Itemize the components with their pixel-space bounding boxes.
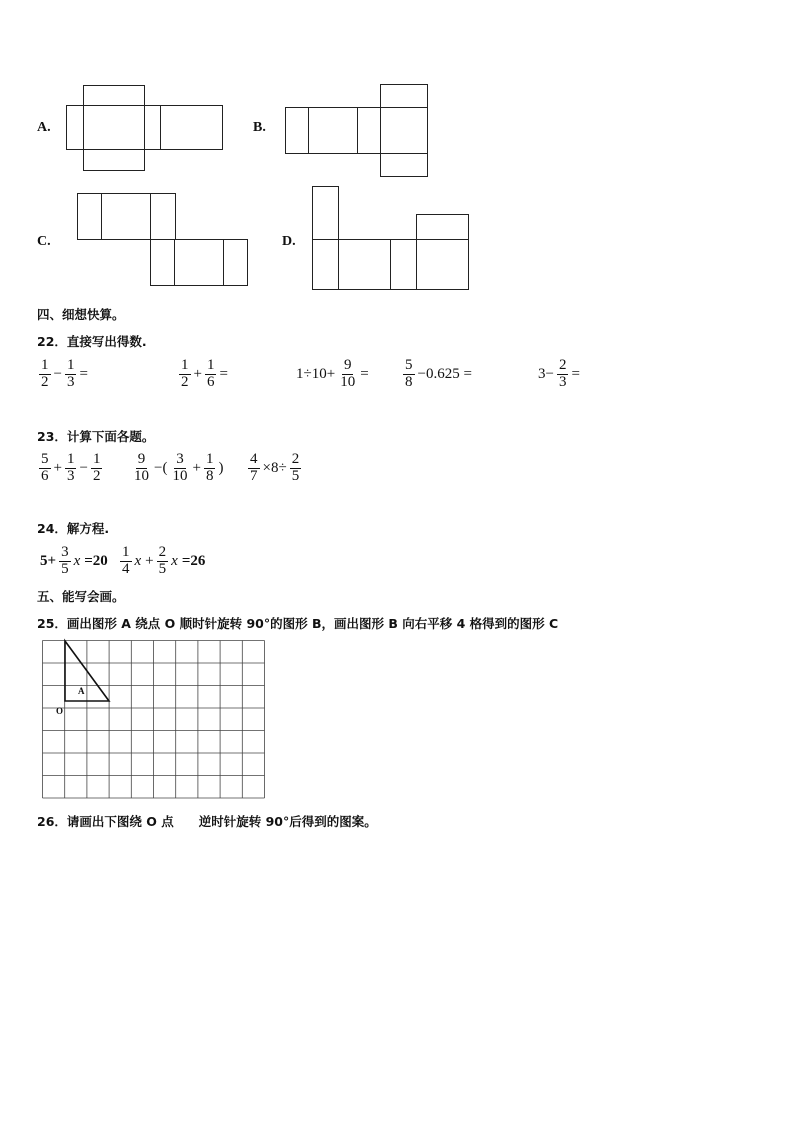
question-22-title: 22．直接写出得数. xyxy=(37,334,147,349)
numerator: 1 xyxy=(41,357,49,373)
denominator: 5 xyxy=(158,560,167,577)
denominator: 10 xyxy=(340,373,356,390)
shape-a-label: A xyxy=(78,686,85,696)
section-5-title: 五、能写会画。 xyxy=(37,589,125,604)
expression-text: − xyxy=(53,365,62,382)
fraction xyxy=(91,452,103,485)
denominator: 2 xyxy=(92,467,101,484)
numerator: 3 xyxy=(176,451,184,467)
expression-text: + xyxy=(53,459,62,476)
drawing-grid xyxy=(42,640,268,800)
fraction xyxy=(39,452,51,485)
denominator: 5 xyxy=(291,467,300,484)
expression-text: ×8÷ xyxy=(262,459,287,476)
numerator: 1 xyxy=(66,451,75,467)
numerator: 1 xyxy=(92,451,101,467)
denominator: 8 xyxy=(405,373,413,390)
expression-text: =20 xyxy=(84,552,108,569)
q23-item-3 xyxy=(247,452,302,485)
expression-text: −0.625 = xyxy=(417,365,472,382)
expression-text: = xyxy=(79,365,88,382)
point-o-label: O xyxy=(56,706,64,716)
numerator: 1 xyxy=(122,544,130,560)
option-c-label: C. xyxy=(37,234,51,249)
expression-text: x xyxy=(134,552,142,569)
fraction xyxy=(170,452,189,485)
expression-text: −( xyxy=(154,459,168,476)
numerator: 2 xyxy=(291,451,300,467)
numerator: 2 xyxy=(158,544,167,560)
question-26-title: 26．请画出下图绕 O 点 逆时针旋转 90°后得到的图案。 xyxy=(37,814,377,829)
q23-item-1 xyxy=(38,452,103,485)
numerator: 1 xyxy=(66,357,75,373)
question-23-title: 23．计算下面各题。 xyxy=(37,429,155,444)
q22-item-2 xyxy=(178,358,230,391)
fraction xyxy=(39,358,51,391)
denominator: 6 xyxy=(41,467,49,484)
fraction xyxy=(65,358,77,391)
fraction xyxy=(59,545,71,578)
denominator: 2 xyxy=(181,373,189,390)
fraction xyxy=(403,358,415,391)
expression-text: − xyxy=(79,459,88,476)
fraction xyxy=(557,358,569,391)
fraction xyxy=(65,452,77,485)
fraction xyxy=(205,358,217,391)
fraction xyxy=(204,452,216,485)
option-d-label: D. xyxy=(282,234,296,249)
denominator: 7 xyxy=(250,467,258,484)
cube-net-d xyxy=(312,186,472,292)
q24-item-2 xyxy=(119,545,207,578)
expression-text: + xyxy=(145,552,154,569)
numerator: 3 xyxy=(61,544,69,560)
numerator: 9 xyxy=(343,357,352,373)
fraction xyxy=(338,358,357,391)
expression-text: 1÷10+ xyxy=(296,365,336,382)
fraction xyxy=(157,545,169,578)
numerator: 2 xyxy=(558,357,567,373)
numerator: 1 xyxy=(206,357,215,373)
fraction xyxy=(248,452,260,485)
option-a-label: A. xyxy=(37,120,51,135)
q22-item-1 xyxy=(38,358,90,391)
q22-item-4 xyxy=(402,358,474,391)
grid-lines xyxy=(43,641,265,799)
denominator: 6 xyxy=(206,373,215,390)
expression-text: =26 xyxy=(181,552,206,569)
q24-item-1 xyxy=(38,545,110,578)
question-24-title: 24．解方程. xyxy=(37,521,110,536)
fraction xyxy=(290,452,302,485)
cube-net-c xyxy=(77,193,251,289)
expression-text: 3− xyxy=(538,365,554,382)
numerator: 9 xyxy=(137,451,146,467)
expression-text: x xyxy=(171,552,178,569)
option-b-label: B. xyxy=(253,120,266,135)
denominator: 5 xyxy=(61,560,69,577)
denominator: 8 xyxy=(205,467,214,484)
numerator: 1 xyxy=(205,451,214,467)
expression-text: ) xyxy=(218,459,224,476)
expression-text: = xyxy=(571,365,580,382)
expression-text: = xyxy=(360,365,369,382)
denominator: 3 xyxy=(66,467,75,484)
denominator: 10 xyxy=(172,467,188,484)
section-4-title: 四、细想快算。 xyxy=(37,307,125,322)
expression-text: + xyxy=(192,459,201,476)
numerator: 4 xyxy=(250,451,258,467)
fraction xyxy=(179,358,191,391)
q23-item-2 xyxy=(131,452,225,485)
numerator: 5 xyxy=(41,451,49,467)
denominator: 10 xyxy=(134,467,149,484)
fraction xyxy=(132,452,151,485)
fraction xyxy=(120,545,132,578)
denominator: 3 xyxy=(66,373,75,390)
numerator: 5 xyxy=(405,357,413,373)
expression-text: x xyxy=(73,552,81,569)
denominator: 4 xyxy=(122,560,130,577)
denominator: 3 xyxy=(558,373,567,390)
expression-text: + xyxy=(193,365,202,382)
expression-text: = xyxy=(219,365,228,382)
cube-net-b xyxy=(285,84,431,178)
cube-net-a xyxy=(66,85,226,173)
expression-text: 5+ xyxy=(40,552,57,569)
q22-item-3 xyxy=(294,358,371,391)
q22-item-5 xyxy=(536,358,582,391)
numerator: 1 xyxy=(181,357,189,373)
denominator: 2 xyxy=(41,373,49,390)
question-25-title: 25．画出图形 A 绕点 O 顺时针旋转 90°的图形 B，画出图形 B 向右平移 4 格得到的图形 C xyxy=(37,616,559,631)
